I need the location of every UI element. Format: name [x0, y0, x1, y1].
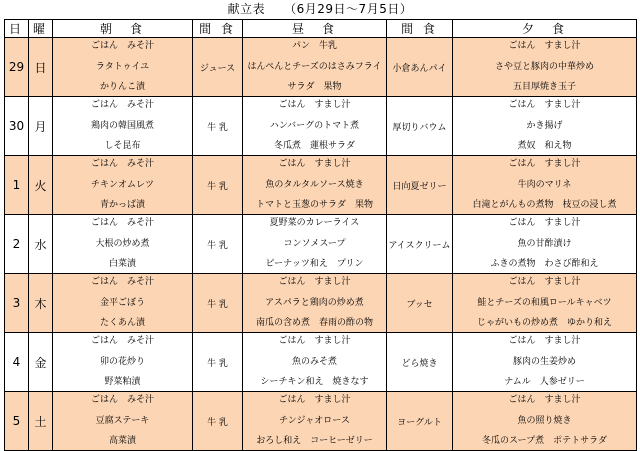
menu-item: ごはん すまし汁	[508, 159, 581, 169]
weekday-cell: 土	[29, 392, 53, 451]
menu-item: ごはん すまし汁	[508, 41, 581, 51]
header-snack-pm: 間 食	[387, 20, 453, 38]
snack-am-cell: 牛 乳	[193, 97, 243, 156]
weekday-cell: 日	[29, 38, 53, 97]
day-cell: 29	[5, 38, 29, 97]
menu-item: 夏野菜のカレーライス	[269, 218, 360, 228]
menu-item: かりんこ漬	[99, 82, 145, 92]
day-cell: 4	[5, 333, 29, 392]
menu-item: アスパラと鶏肉の炒め煮	[265, 297, 364, 308]
dinner-cell	[453, 274, 637, 333]
snack-pm-cell: 厚切りバウム	[387, 97, 453, 156]
dinner-cell	[453, 38, 637, 97]
menu-item: 冬瓜煮 蓮根サラダ	[274, 141, 355, 151]
snack-pm-cell: 小倉あんパイ	[387, 38, 453, 97]
menu-item: 牛肉のマリネ	[517, 179, 572, 190]
snack-am-cell: ジュース	[193, 38, 243, 97]
breakfast-cell	[53, 38, 193, 97]
menu-item: ごはん みそ汁	[90, 336, 154, 346]
weekday-cell: 水	[29, 215, 53, 274]
menu-item: ナムル 人参ゼリー	[504, 377, 585, 387]
menu-item: 煮奴 和え物	[517, 141, 572, 151]
header-lunch: 昼 食	[243, 20, 387, 38]
menu-item: かき揚げ	[526, 120, 563, 131]
dinner-cell	[453, 392, 637, 451]
menu-item: コンソメスープ	[283, 238, 346, 249]
snack-pm-cell: ブッセ	[387, 274, 453, 333]
menu-item: ごはん みそ汁	[90, 159, 154, 169]
header-dow: 曜	[29, 20, 53, 38]
menu-item: ふきの煮物 わさび酢和え	[490, 259, 599, 269]
menu-item: ごはん みそ汁	[90, 277, 154, 287]
menu-item: ごはん すまし汁	[278, 277, 351, 287]
lunch-cell	[243, 333, 387, 392]
table-row	[5, 274, 637, 333]
snack-pm-cell: どら焼き	[387, 333, 453, 392]
menu-item: 鮭とチーズの和風ロールキャベツ	[477, 297, 612, 308]
menu-item: 白菜漬	[108, 259, 136, 269]
menu-item: おろし和え コーヒーゼリー	[256, 436, 373, 446]
menu-item: 五目厚焼き玉子	[512, 82, 576, 92]
table-row	[5, 38, 637, 97]
lunch-cell	[243, 97, 387, 156]
menu-item: 魚のみそ煮	[291, 356, 337, 367]
day-cell: 3	[5, 274, 29, 333]
weekday-cell: 木	[29, 274, 53, 333]
menu-item: チンジャオロース	[279, 415, 350, 426]
lunch-cell	[243, 274, 387, 333]
breakfast-cell	[53, 333, 193, 392]
menu-item: チキンオムレツ	[91, 179, 154, 190]
snack-am-cell: 牛 乳	[193, 392, 243, 451]
menu-item: 白滝とがんもの煮物 枝豆の浸し煮	[472, 200, 617, 210]
snack-pm-cell: アイスクリーム	[387, 215, 453, 274]
menu-item: 高菜漬	[108, 436, 136, 446]
page-title: 献立表 （6月29日～7月5日）	[227, 2, 413, 16]
dinner-cell	[453, 215, 637, 274]
weekday-cell: 金	[29, 333, 53, 392]
snack-pm-cell: ヨーグルト	[387, 392, 453, 451]
table-row	[5, 333, 637, 392]
menu-item: 冬瓜のスープ煮 ポテトサラダ	[481, 436, 607, 446]
menu-item: 魚のタルタルソース焼き	[265, 179, 364, 190]
menu-item: ごはん すまし汁	[508, 336, 581, 346]
breakfast-cell	[53, 392, 193, 451]
snack-am-cell: 牛 乳	[193, 215, 243, 274]
menu-item: じゃがいもの炒め煮 ゆかり和え	[476, 318, 612, 328]
header-breakfast: 朝 食	[53, 20, 193, 38]
breakfast-cell	[53, 97, 193, 156]
menu-item: ごはん すまし汁	[508, 395, 581, 405]
menu-item: ピーナッツ和え プリン	[265, 259, 364, 269]
menu-item: 豚肉の生姜炒め	[512, 356, 576, 367]
menu-item: ごはん すまし汁	[508, 277, 581, 287]
snack-am-cell: 牛 乳	[193, 156, 243, 215]
menu-item: ラタトゥイユ	[95, 61, 150, 72]
menu-item: 金平ごぼう	[99, 297, 145, 308]
breakfast-cell	[53, 215, 193, 274]
menu-item: ごはん みそ汁	[90, 100, 154, 110]
menu-item: ごはん みそ汁	[90, 395, 154, 405]
menu-item: パン 牛乳	[291, 41, 337, 51]
menu-item: 南瓜の含め煮 春雨の酢の物	[255, 318, 373, 328]
table-row	[5, 215, 637, 274]
lunch-cell	[243, 156, 387, 215]
menu-item: しそ昆布	[104, 141, 141, 151]
weekday-cell: 月	[29, 97, 53, 156]
menu-item: 野菜粕漬	[104, 377, 141, 387]
menu-item: 卯の花炒り	[99, 356, 145, 367]
lunch-cell	[243, 392, 387, 451]
menu-item: サラダ 果物	[287, 82, 342, 92]
day-cell: 1	[5, 156, 29, 215]
menu-item: ハンバーグのトマト煮	[269, 120, 360, 131]
header-row	[5, 20, 637, 38]
menu-item: さや豆と豚肉の中華炒め	[494, 61, 594, 72]
lunch-cell	[243, 38, 387, 97]
menu-item: 大根の炒め煮	[95, 238, 150, 249]
menu-item: 青かっぱ漬	[99, 200, 145, 210]
menu-item: 魚の甘酢漬け	[517, 238, 572, 249]
day-cell: 30	[5, 97, 29, 156]
dinner-cell	[453, 156, 637, 215]
menu-item: 豆腐ステーキ	[95, 415, 150, 426]
menu-item: ごはん すまし汁	[508, 100, 581, 110]
header-dinner: 夕 食	[453, 20, 637, 38]
menu-item: ごはん すまし汁	[278, 336, 351, 346]
snack-am-cell: 牛 乳	[193, 333, 243, 392]
menu-item: 魚の照り焼き	[517, 415, 572, 426]
header-day: 日	[5, 20, 29, 38]
menu-item: たくあん漬	[99, 318, 145, 328]
menu-item: ごはん すまし汁	[278, 100, 351, 110]
menu-item: ごはん すまし汁	[278, 159, 351, 169]
snack-pm-cell: 日向夏ゼリー	[387, 156, 453, 215]
menu-table	[4, 19, 637, 451]
table-row	[5, 392, 637, 451]
menu-item: ごはん すまし汁	[508, 218, 581, 228]
snack-am-cell: 牛 乳	[193, 274, 243, 333]
menu-item: シーチキン和え 焼きなす	[260, 377, 369, 387]
menu-item: トマトと玉葱のサラダ 果物	[256, 200, 373, 210]
dinner-cell	[453, 97, 637, 156]
table-row	[5, 97, 637, 156]
day-cell: 2	[5, 215, 29, 274]
header-snack-am: 間 食	[193, 20, 243, 38]
menu-item: ごはん みそ汁	[90, 41, 154, 51]
menu-item: 鶏肉の韓国風煮	[90, 120, 154, 131]
menu-item: はんぺんとチーズのはさみフライ	[247, 61, 382, 72]
menu-item: ごはん みそ汁	[90, 218, 154, 228]
table-row	[5, 156, 637, 215]
menu-item: ごはん すまし汁	[278, 395, 351, 405]
weekday-cell: 火	[29, 156, 53, 215]
day-cell: 5	[5, 392, 29, 451]
dinner-cell	[453, 333, 637, 392]
lunch-cell	[243, 215, 387, 274]
breakfast-cell	[53, 274, 193, 333]
breakfast-cell	[53, 156, 193, 215]
